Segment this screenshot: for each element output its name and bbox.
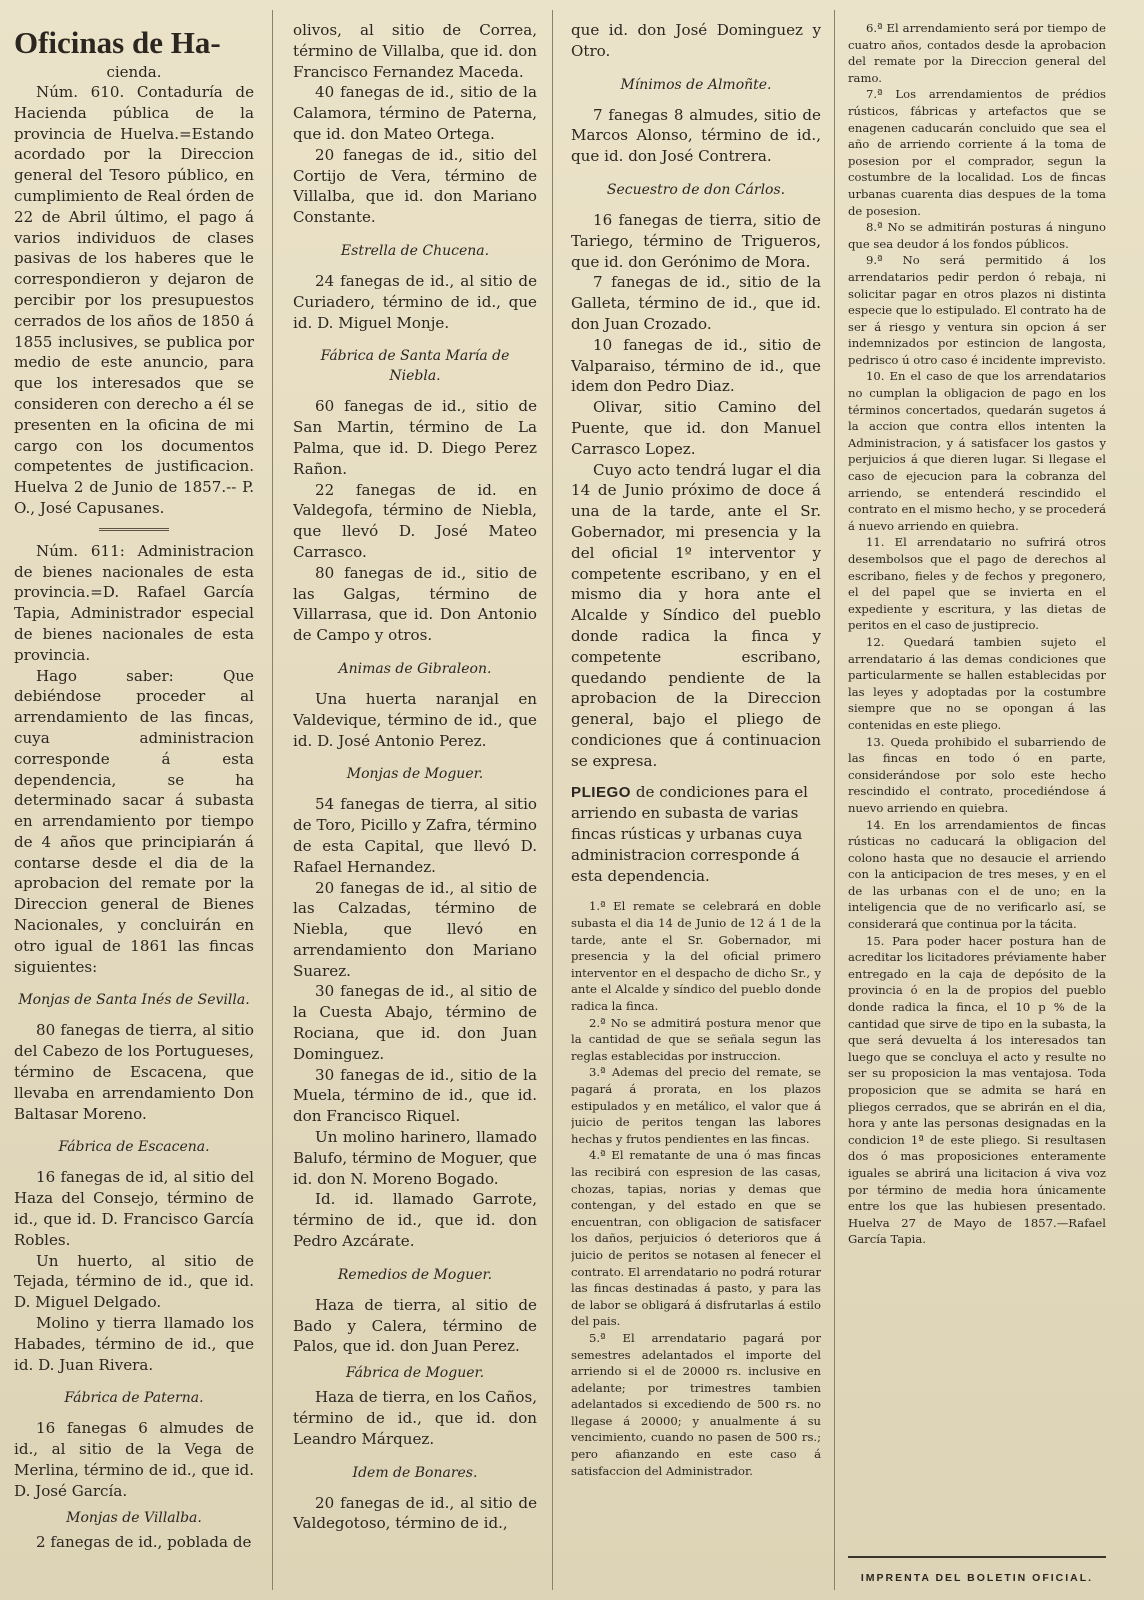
property-entry: 20 fanegas de id., al sitio de Valdegotoso, término de id., [293,1493,537,1533]
pliego-title: de condiciones para el arriendo en subasta de varias fincas rústicas y urbanas cuya administracion corresponde á esta dependencia. [571,782,808,885]
property-entry: 22 fanegas de id. en Valdegofa, término de Niebla, que llevó D. José Mateo Carrasco. [293,480,537,561]
property-entry: 80 fanegas de id., sitio de las Galgas, término de Villarrasa, que id. Don Antonio de Campo y otros. [293,563,537,645]
section-heading: Secuestro de don Cárlos. [606,181,786,198]
property-entry: 7 fanegas 8 almudes, sitio de Marcos Alonso, término de id., que id. don José Contrera. [571,105,821,166]
property-entry: 30 fanegas de id., sitio de la Muela, término de id., que id. don Francisco Riquel. [293,1065,537,1126]
condition: 1.ª El remate se celebrará en doble subasta el dia 14 de Junio de 12 á 1 de la tarde, ante el Sr. Gobernador, mi presencia y la del oficial primero interventor en el despacho de dicho Sr., y ante el Alcalde y síndico del pueblo donde radica la finca. [571,899,821,1014]
section-heading: Monjas de Moguer. [346,766,484,783]
condition: 10. En el caso de que los arrendatarios no cumplan la obligacion de pago en los términos concertados, quedarán sugetos á la accion que contra ellos intenten la Administracion, y á satisfacer los gastos y perjuicios á que dieren lugar. Si llegase el caso de ejecucion para la cobranza del arriendo, se entenderá rescindido el contrato en el mismo hecho, y se procederá á nuevo arriendo en quiebra. [848,369,1106,533]
property-entry: 7 fanegas de id., sitio de la Galleta, término de id., que id. don Juan Crozado. [571,273,821,333]
property-entry: 20 fanegas de id., sitio del Cortijo de Vera, término de Villalba, que id. don Mariano Constante. [293,145,537,227]
section-heading: Fábrica de Santa María de Niebla. [320,348,510,385]
condition: 9.ª No será permitido á los arrendatarios pedir perdon ó rebaja, ni solicitar pagar en otros plazos ni distinta especie que lo estipulado. El contrato ha de ser á riesgo y ventura sin opcion á ser indemnizados por estincion de langosta, pedrisco ú otro caso é incidente imprevisto. [848,253,1106,367]
property-entry: 2 fanegas de id., poblada de [36,1532,252,1551]
condition: 12. Quedará tambien sujeto el arrendatario á las demas condiciones que particularmente se hallen establecidas por las leyes y adoptadas por la costumbre siempre que no se opongan á las contenidas en este pliego. [848,634,1106,732]
property-entry: 16 fanegas 6 almudes de id., al sitio de la Vega de Merlina, término de id., que id. D. José García. [14,1419,254,1500]
property-entry: que id. don José Dominguez y Otro. [571,21,821,60]
property-entry: 24 fanegas de id., al sitio de Curiadero, término de id., que id. D. Miguel Monje. [293,271,537,332]
column-3 [571,20,821,1590]
condition: 13. Queda prohibido el subarriendo de las fincas en todo ó en parte, considerándose por solo este hecho rescindido el contrato, procediéndose á nuevo arriendo en quiebra. [848,734,1106,815]
auction-notice: Cuyo acto tendrá lugar el dia 14 de Junio próximo de doce á una de la tarde, ante el Sr. Gobernador, mi presencia y la del oficial 1º interventor y competente escribano, y en el mismo dia y hora ante el Alcalde y Síndico del pueblo donde radica la finca y competente escribano, quedando pendiente de la aprobacion de la Direccion general, bajo el pliego de condiciones que á continuacion se expresa. [571,460,821,770]
property-entry: 16 fanegas de id, al sitio del Haza del Consejo, término de id., que id. D. Francisco García Robles. [14,1168,254,1249]
condition: 5.ª El arrendatario pagará por semestres adelantados el importe del arriendo si el de 20000 rs. inclusive en adelante; por trimestres tambien adelantados si excediendo de 500 rs. no llegase á 20000; y anualmente á su vencimiento, cuando no pasen de 500 rs.; pero afianzando en este caso á satisfaccion del Administrador. [571,1330,821,1478]
section-headline: Oficinas de Ha- [14,25,221,60]
condition: 8.ª No se admitirán posturas á ninguno que sea deudor á los fondos públicos. [848,220,1106,251]
property-entry: 54 fanegas de tierra, al sitio de Toro, Picillo y Zafra, término de esta Capital, que llevó D. Rafael Hernandez. [293,795,537,876]
property-entry: 10 fanegas de id., sitio de Valparaiso, término de id., que idem don Pedro Diaz. [571,335,821,396]
section-heading: Idem de Bonares. [352,1464,478,1481]
section-heading: Fábrica de Moguer. [345,1365,485,1382]
property-entry: 80 fanegas de tierra, al sitio del Cabezo de los Portugueses, término de Escacena, que llevaba en arrendamiento Don Baltasar Moreno. [14,1021,254,1123]
condition: 6.ª El arrendamiento será por tiempo de cuatro años, contados desde la aprobacion del remate por la Direccion general del ramo. [848,21,1106,85]
property-entry: Haza de tierra, al sitio de Bado y Calera, término de Palos, que id. don Juan Perez. [293,1295,537,1356]
property-entry: 60 fanegas de id., sitio de San Martin, término de La Palma, que id. D. Diego Perez Rañon. [293,397,537,478]
property-entry: 20 fanegas de id., al sitio de las Calzadas, término de Niebla, que llevó en arrendamiento don Mariano Suarez. [293,878,537,980]
column-2 [293,20,537,1590]
section-headline-cont: cienda. [106,63,162,81]
condition: 15. Para poder hacer postura han de acreditar los licitadores préviamente haber entregado en la caja de depósito de la provincia ó en la de propios del pueblo donde radica la finca, el 10 p % de la cantidad que sirve de tipo en la subasta, la que será devuelta á los interesados tan luego que se concluya el acto y resulte no ser su proposicion la mas ventajosa. Toda proposicion que se admita se hará en pliegos cerrados, que se abrirán en el dia, hora y ante las personas designadas en la condicion 1ª de este pliego. Si resultasen dos ó mas proposiciones enteramente iguales se abrirá una licitacion á viva voz por término de media hora únicamente entre los que las hubiesen presentado. Huelva 27 de Mayo de 1857.—Rafael García Tapia. [848,933,1106,1247]
section-heading: Mínimos de Almoñte. [620,76,772,93]
column-4 [848,20,1106,1550]
column-rule [834,10,835,1590]
column-rule [272,10,273,1590]
condition: 7.ª Los arrendamientos de prédios rústicos, fábricas y artefactos que se enagenen caducarán concluido que sea el año de arriendo corriente á la toma de posesion por el comprador, segun la costumbre de la localidad. Los de fincas urbanas cuarenta dias despues de la toma de posesion. [848,87,1106,218]
property-entry: olivos, al sitio de Correa, término de Villalba, que id. don Francisco Fernandez Maceda. [293,21,537,81]
condition: 4.ª El rematante de una ó mas fincas las recibirá con espresion de las casas, chozas, tapias, norias y demas que contengan, y del estado en que se encuentran, con obligacion de satisfacer los daños, perjuicios ó deterioros que á juicio de peritos se notasen al fenecer el contrato. El arrendatario no podrá roturar las fincas destinadas á pasto, y para las de labor se obligará á disfrutarlas á estilo del pais. [571,1148,821,1329]
section-heading: Remedios de Moguer. [337,1266,493,1283]
column-rule [552,10,553,1590]
section-heading: Estrella de Chucena. [340,242,490,259]
section-heading: Animas de Gibraleon. [338,660,492,677]
condition: 2.ª No se admitirá postura menor que la cantidad de que se señala segun las reglas establecidas por instruccion. [571,1015,821,1063]
condition: 14. En los arrendamientos de fincas rústicas no caducará la obligacion del colono hasta que no desaucie el arriendo con la anticipacion de tres meses, y en el de las urbanas con el de uno; en la inteligencia que de no verificarlo así, se considerará que continua por la tácita. [848,817,1106,932]
property-entry: Una huerta naranjal en Valdevique, término de id., que id. D. José Antonio Perez. [293,689,537,750]
property-entry: 40 fanegas de id., sitio de la Calamora, término de Paterna, que id. don Mateo Ortega. [293,83,537,143]
notice-610: Núm. 610. Contaduría de Hacienda pública de la provincia de Huelva.=Estando acordado por la Direccion general del Tesoro público, en cumplimiento de Real órden de 22 de Abril último, el pago á varios individuos de clases pasivas de los haberes que le correspondieron y dejaron de percibir por los presupuestos cerrados de los años de 1850 á 1855 inclusives, se publica por medio de este anuncio, para que los interesados que se consideren con derecho a él se presenten en la oficina de mi cargo con los documentos competentes de justificacion. Huelva 2 de Junio de 1857.-- P. O., José Capusanes. [14,83,254,517]
property-entry: 16 fanegas de tierra, sitio de Tariego, término de Trigueros, que id. don Gerónimo de Mora. [571,210,821,271]
column-1 [14,20,254,1590]
section-heading: Monjas de Santa Inés de Sevilla. [18,992,250,1009]
pliego-lead: PLIEGO [571,783,632,801]
property-entry: Olivar, sitio Camino del Puente, que id. don Manuel Carrasco Lopez. [571,398,821,458]
property-entry: Molino y tierra llamado los Habades, término de id., que id. D. Juan Rivera. [14,1314,254,1374]
property-entry: Un huerto, al sitio de Tejada, término de id., que id. D. Miguel Delgado. [14,1251,254,1312]
section-heading: Fábrica de Paterna. [64,1390,204,1407]
footer-rule [848,1556,1106,1558]
divider [99,528,169,531]
section-heading: Fábrica de Escacena. [58,1139,210,1156]
printer-imprint: IMPRENTA DEL BOLETIN OFICIAL. [860,1572,1094,1584]
pliego-heading [571,782,821,887]
property-entry: Un molino harinero, llamado Balufo, término de Moguer, que id. don N. Moreno Bogado. [293,1128,537,1188]
property-entry: Id. id. llamado Garrote, término de id., que id. don Pedro Azcárate. [293,1190,537,1251]
section-heading: Monjas de Villalba. [66,1509,202,1526]
condition: 11. El arrendatario no sufrirá otros desembolsos que el pago de derechos al escribano, fieles y de fechos y pregonero, el del papel que se invierta en el expediente y escritura, y las dietas de peritos en el caso de justiprecio. [848,535,1106,633]
property-entry: Haza de tierra, en los Caños, término de id., que id. don Leandro Márquez. [293,1388,537,1448]
hago-saber: Hago saber: Que debiéndose proceder al arrendamiento de las fincas, cuya administracion corresponde á esta dependencia, se ha determinado sacar á subasta en arrendamiento por tiempo de 4 años que principiarán á contarse desde el dia de la aprobacion del remate por la Direccion general de Bienes Nacionales, y concluirán en otro igual de 1861 las fincas siguientes: [14,666,254,976]
condition: 3.ª Ademas del precio del remate, se pagará á prorata, en los plazos estipulados y en metálico, el valor que á juicio de peritos tengan las labores hechas y frutos pendientes en las fincas. [571,1065,821,1146]
property-entry: 30 fanegas de id., al sitio de la Cuesta Abajo, término de Rociana, que id. don Juan Dominguez. [293,982,537,1063]
notice-611: Núm. 611: Administracion de bienes nacionales de esta provincia.=D. Rafael García Tapia, Administrador especial de bienes nacionales de esta provincia. [14,541,254,664]
